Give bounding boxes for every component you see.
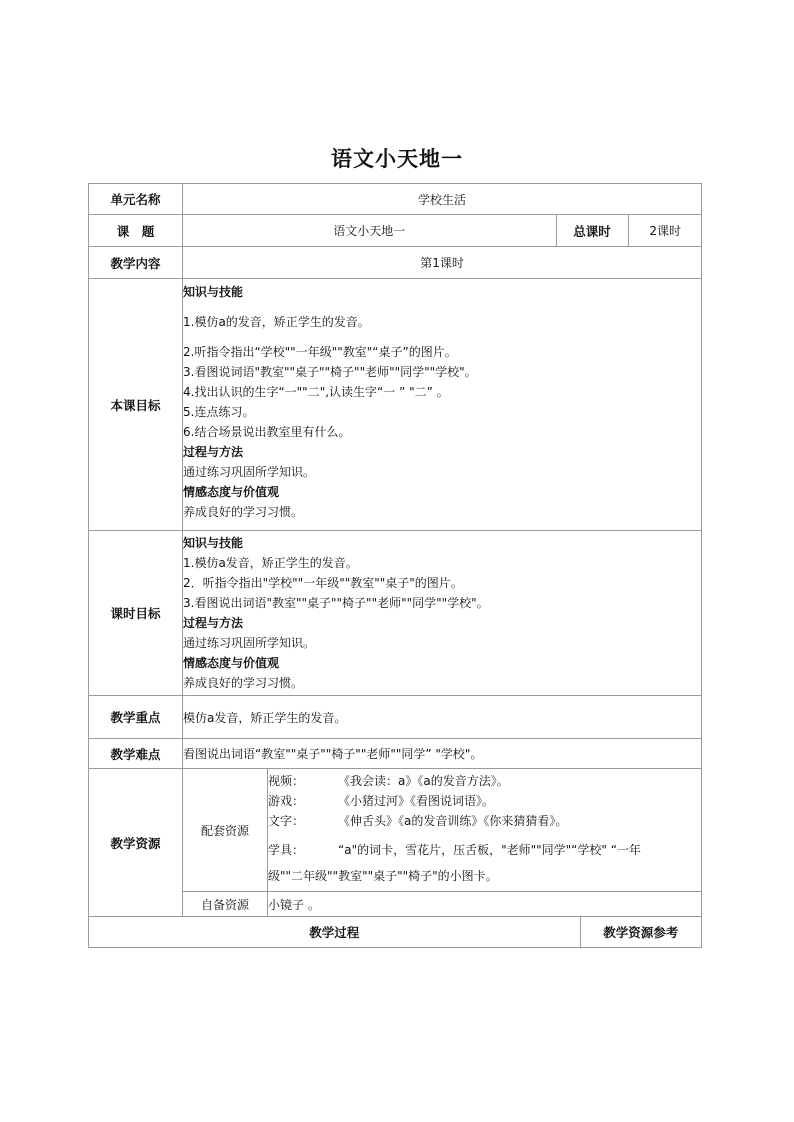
row-content (89, 247, 702, 279)
own-resources-label: 自备资源 (183, 892, 268, 917)
page-title: 语文小天地一 (331, 147, 463, 171)
course-goal-item: 3.看图说词语"教室""桌子""椅子""老师""同学""学校"。 (183, 365, 477, 379)
course-goals-label: 本课目标 (89, 279, 183, 531)
course-goal-item: 6.结合场景说出教室里有什么。 (183, 425, 351, 439)
content-value: 第1课时 (183, 247, 702, 279)
course-goal-item: 2.听指令指出“学校""一年级""教室"“桌子”的图片。 (183, 345, 457, 359)
resource-game (268, 791, 701, 811)
row-key-point (89, 696, 702, 739)
footer-inner (89, 917, 701, 947)
key-point-value: 模仿a发音，矫正学生的发音。 (183, 696, 702, 739)
course-goal-item: 1.模仿a的发音，矫正学生的发音。 (183, 315, 370, 329)
difficulty-value: 看图说出词语“教室""桌子""椅子""老师""同学” "学校"。 (183, 739, 702, 769)
key-point-label: 教学重点 (89, 696, 183, 739)
period-goal-heading-values: 情感态度与价值观 (183, 656, 280, 670)
resource-tool-type: 学具： (268, 843, 305, 857)
resource-tool-value-1: “a"的词卡，雪花片，压舌板，"老师""同学"“学校" “一年 (338, 843, 641, 857)
row-resources-matched (89, 769, 702, 892)
lesson-value: 语文小天地一 (183, 215, 556, 246)
course-goal-item: 4.找出认识的生字“一""二",认读生字“一 ” "二” 。 (183, 385, 449, 399)
course-goal-heading-values: 情感态度与价值观 (183, 485, 280, 499)
period-goal-values-text: 养成良好的学习习惯。 (183, 676, 304, 690)
period-goal-item: 3.看图说出词语"教室""桌子""椅子""老师""同学""学校"。 (183, 596, 489, 610)
course-goals-content (183, 279, 702, 531)
course-goal-heading-knowledge: 知识与技能 (183, 285, 244, 299)
course-goal-item: 5.连点练习。 (183, 405, 255, 419)
lesson-label: 课 题 (89, 215, 183, 247)
teaching-process-header: 教学过程 (89, 917, 580, 947)
total-hours-label: 总课时 (556, 215, 628, 246)
period-goal-item: 2．听指令指出"学校""一年级""教室""桌子"的图片。 (183, 576, 463, 590)
row-lesson (89, 215, 702, 247)
period-goals-label: 课时目标 (89, 531, 183, 696)
period-goal-heading-knowledge: 知识与技能 (183, 536, 244, 550)
resource-game-type: 游戏： (268, 794, 305, 808)
row-period-goals (89, 531, 702, 696)
row-difficulty (89, 739, 702, 769)
resource-tool-continued: 级""二年级""教室""桌子""椅子"的小图卡。 (268, 869, 498, 883)
lesson-inner (183, 215, 702, 246)
course-goal-process-text: 通过练习巩固所学知识。 (183, 465, 316, 479)
resource-video-value: 《我会读：a》《a的发音方法》。 (338, 774, 509, 788)
row-footer (89, 917, 702, 948)
difficulty-label: 教学难点 (89, 739, 183, 769)
row-unit (89, 184, 702, 215)
resource-reference-header: 教学资源参考 (603, 925, 679, 940)
matched-resources-content (268, 769, 702, 892)
course-goal-values-text: 养成良好的学习习惯。 (183, 505, 304, 519)
own-resources-value: 小镜子 。 (268, 892, 702, 917)
course-goal-heading-process: 过程与方法 (183, 445, 244, 459)
total-hours-value: 2课时 (649, 224, 682, 238)
resource-text (268, 811, 701, 831)
row-course-goals (89, 279, 702, 531)
resource-video-type: 视频： (268, 774, 305, 788)
unit-label: 单元名称 (89, 184, 183, 215)
resource-text-value: 《伸舌头》《a的发音训练》《你来猜猜看》。 (338, 814, 568, 828)
period-goal-process-text: 通过练习巩固所学知识。 (183, 636, 316, 650)
resource-video (268, 771, 701, 791)
resource-text-type: 文字： (268, 814, 305, 828)
resource-game-value: 《小猪过河》《看图说词语》。 (338, 794, 495, 808)
unit-value: 学校生活 (183, 184, 702, 215)
resources-label: 教学资源 (89, 769, 183, 917)
lesson-plan-table (88, 183, 702, 948)
content-label: 教学内容 (89, 247, 183, 279)
resource-tool (268, 837, 701, 863)
period-goal-heading-process: 过程与方法 (183, 616, 244, 630)
period-goals-content (183, 531, 702, 696)
period-goal-item: 1.模仿a发音，矫正学生的发音。 (183, 556, 358, 570)
matched-resources-label: 配套资源 (183, 769, 268, 892)
